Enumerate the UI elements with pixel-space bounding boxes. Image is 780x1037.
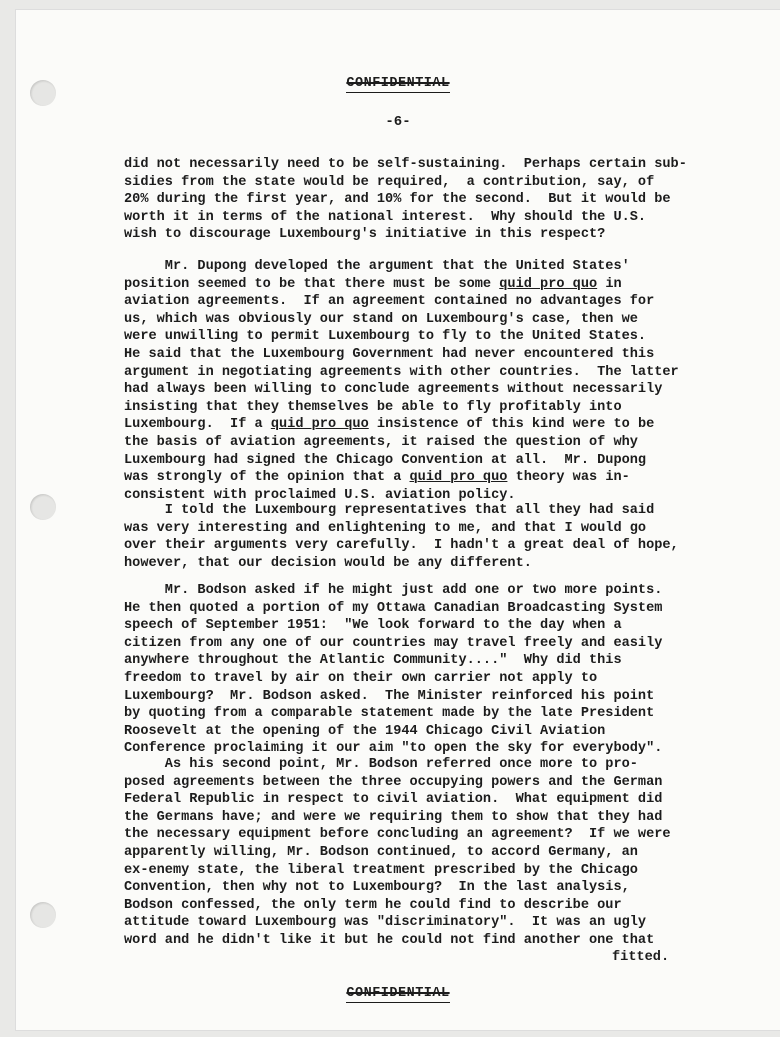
paragraph-4: Mr. Bodson asked if he might just add one or two more points. He then quoted a portion of my Ottawa Canadian Broadcasting System speech of September 1951: "We look forward to the day when a citizen from any one of our countries may travel freely and easily anywhere throughout the Atlantic Community...." Why did this freedom to travel by air on their own carrier not apply to Luxembourg? Mr. Bodson asked. The Minister reinforced his point by quoting from a comparable statement made by the late President Roosevelt at the opening of the 1944 Chicago Civil Aviation Conference proclaiming it our aim "to open the sky for everybody". [124, 583, 663, 757]
footer-classification-marking: CONFIDENTIAL [346, 986, 450, 1001]
header-classification-marking: CONFIDENTIAL [346, 76, 450, 91]
punch-hole [30, 902, 56, 928]
continuation-word: fitted. [612, 950, 670, 965]
document-page [16, 10, 780, 1030]
paragraph-1: did not necessarily need to be self-sustaining. Perhaps certain sub- sidies from the state would be required, a contribution, say, of 20% during the first year, and 10% for the second. But it would be worth it in terms of the national interest. Why should the U.S. wish to discourage Luxembourg's initiative in this respect? [124, 157, 687, 243]
page-number: -6- [385, 114, 411, 130]
punch-hole [30, 494, 56, 520]
paragraph-2: Mr. Dupong developed the argument that the United States' position seemed to be that there must be some quid pro quo in aviation agreements. If an agreement contained no advantages for us, which was obviously our stand on Luxembourg's case, then we were unwilling to permit Luxembourg to fly to the United States. He said that the Luxembourg Government had never encountered this argument in negotiating agreements with other countries. The latter had always been willing to conclude agreements without necessarily insisting that they themselves be able to fly profitably into Luxembourg. If a quid pro quo insistence of this kind were to be the basis of aviation agreements, it raised the question of why Luxembourg had signed the Chicago Convention at all. Mr. Dupong was strongly of the opinion that a quid pro quo theory was in- consistent with proclaimed U.S. aviation policy. [124, 259, 679, 503]
paragraph-3: I told the Luxembourg representatives that all they had said was very interesting and enlightening to me, and that I would go over their arguments very carefully. I hadn't a great deal of hope, however, that our decision would be any different. [124, 503, 679, 571]
paragraph-5: As his second point, Mr. Bodson referred once more to pro- posed agreements between the three occupying powers and the German Federal Republic in respect to civil aviation. What equipment did the Germans have; and were we requiring them to show that they had the necessary equipment before concluding an agreement? If we were apparently willing, Mr. Bodson continued, to accord Germany, an ex-enemy state, the liberal treatment prescribed by the Chicago Convention, then why not to Luxembourg? In the last analysis, Bodson confessed, the only term he could find to describe our attitude toward Luxembourg was "discriminatory". It was an ugly word and he didn't like it but he could not find another one that [124, 757, 671, 948]
